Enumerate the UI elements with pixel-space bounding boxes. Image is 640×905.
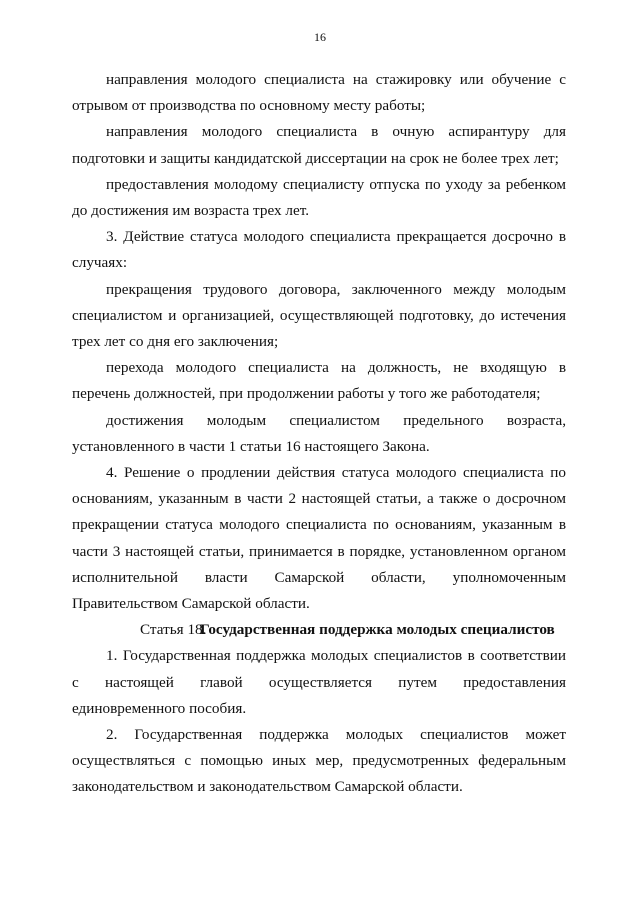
paragraph-part-4: 4. Решение о продлении действия статуса молодого специалиста по основаниям, указанным в части 2 настоящей статьи, а также о досрочном прекращении статуса молодого специалиста по основаниям, указанным в части 3 настоящей статьи, принимается в порядке, установленном органом исполнительной власти Самарской области, уполномоченным Правительством Самарской области. <box>72 464 566 613</box>
paragraph-age-limit: достижения молодым специалистом предельного возраста, установленного в части 1 статьи 16 настоящего Закона. <box>72 411 566 455</box>
paragraph-position-transfer: перехода молодого специалиста на должность, не входящую в перечень должностей, при продолжении работы у того же работодателя; <box>72 359 566 403</box>
article-heading <box>72 617 566 643</box>
paragraph-postgraduate: направления молодого специалиста в очную аспирантуру для подготовки и защиты кандидатской диссертации на срок не более трех лет; <box>72 123 566 167</box>
paragraph-contract-termination: прекращения трудового договора, заключенного между молодым специалистом и организацией, осуществляющей подготовку, до истечения трех лет со дня его заключения; <box>72 280 566 351</box>
paragraph-part-3: 3. Действие статуса молодого специалиста прекращается досрочно в случаях: <box>72 228 566 272</box>
article-title: Государственная поддержка молодых специалистов <box>200 621 555 639</box>
article-number: Статья 18. <box>140 621 207 639</box>
paragraph-support-1: 1. Государственная поддержка молодых специалистов в соответствии с настоящей главой осуществляется путем предоставления единовременного пособия. <box>72 647 566 717</box>
page-number: 16 <box>314 30 326 44</box>
paragraph-childcare-leave: предоставления молодому специалисту отпуска по уходу за ребенком до достижения им возраста трех лет. <box>72 175 566 220</box>
paragraph-internship: направления молодого специалиста на стажировку или обучение с отрывом от производства по основному месту работы; <box>72 71 566 115</box>
document-body <box>72 67 566 801</box>
paragraph-support-2: 2. Государственная поддержка молодых специалистов может осуществляться с помощью иных мер, предусмотренных федеральным законодательством и законодательством Самарской области. <box>72 726 566 796</box>
